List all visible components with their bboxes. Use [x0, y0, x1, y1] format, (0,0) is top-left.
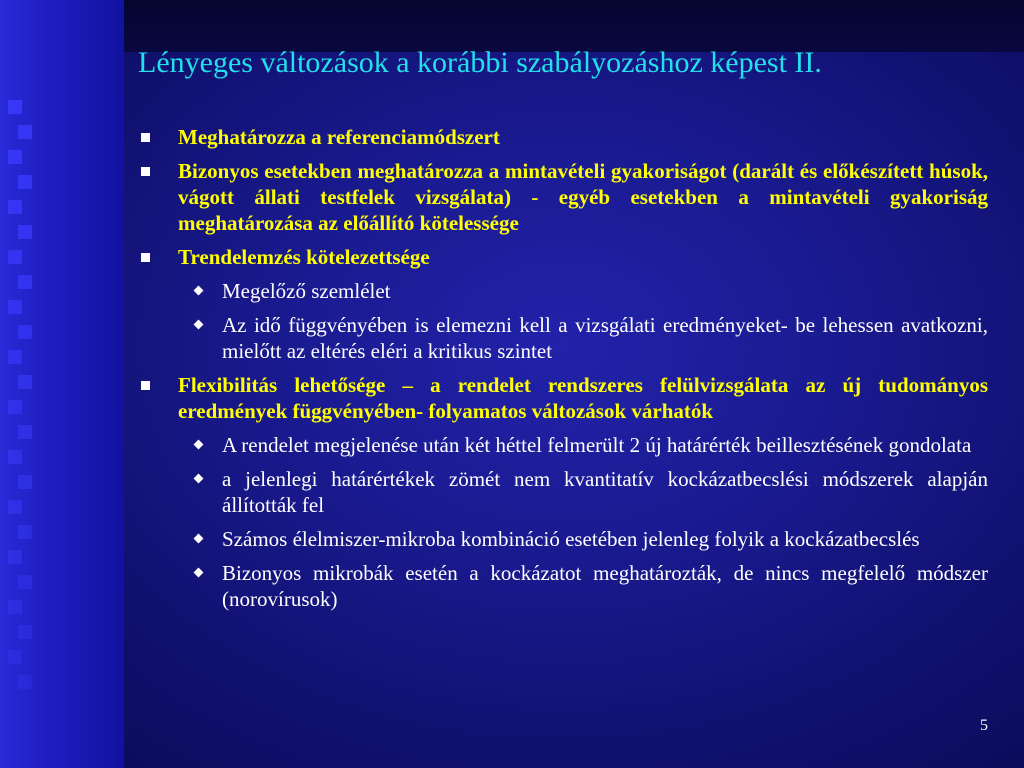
sub-bullet-item [140, 432, 988, 458]
decorative-square [8, 450, 22, 464]
diamond-bullet-icon [194, 568, 204, 578]
decorative-square [8, 650, 22, 664]
sub-bullet-text: a jelenlegi határértékek zömét nem kvantitatív kockázatbecslési módszerek alapján állították fel [222, 467, 988, 517]
sub-bullet-item [140, 560, 988, 612]
decorative-square [8, 250, 22, 264]
square-bullet-icon [141, 167, 150, 176]
decorative-square [18, 625, 32, 639]
decorative-square [8, 300, 22, 314]
decorative-square [8, 200, 22, 214]
bullet-text: Meghatározza a referenciamódszert [178, 125, 500, 149]
sub-bullet-item [140, 312, 988, 364]
bullet-text: Trendelemzés kötelezettsége [178, 245, 430, 269]
diamond-bullet-icon [194, 286, 204, 296]
decorative-square [8, 350, 22, 364]
sub-bullet-text: Számos élelmiszer-mikroba kombináció esetében jelenleg folyik a kockázatbecslés [222, 527, 920, 551]
diamond-bullet-icon [194, 474, 204, 484]
bullet-list [140, 124, 988, 620]
decorative-top-bar [124, 0, 1024, 52]
decorative-square [18, 125, 32, 139]
sub-bullet-text: Megelőző szemlélet [222, 279, 391, 303]
decorative-square [8, 100, 22, 114]
sub-bullet-item [140, 526, 988, 552]
bullet-text: Bizonyos esetekben meghatározza a mintavételi gyakoriságot (darált és előkészített húsok, vágott állati testfelek vizsgálata) - egyéb esetekben a mintavételi gyakoriság meghatározása az előállító kötelessége [178, 159, 988, 235]
square-bullet-icon [141, 381, 150, 390]
square-bullet-icon [141, 133, 150, 142]
sub-bullet-text: Az idő függvényében is elemezni kell a vizsgálati eredményeket- be lehessen avatkozni, mielőtt az eltérés eléri a kritikus szintet [222, 313, 988, 363]
decorative-square [18, 575, 32, 589]
diamond-bullet-icon [194, 534, 204, 544]
decorative-square [18, 175, 32, 189]
slide-title: Lényeges változások a korábbi szabályozáshoz képest II. [138, 46, 822, 79]
decorative-square [8, 600, 22, 614]
sub-bullet-text: A rendelet megjelenése után két héttel felmerült 2 új határérték beillesztésének gondolata [222, 433, 972, 457]
page-number: 5 [980, 717, 988, 734]
bullet-item [140, 124, 988, 150]
decorative-square [18, 675, 32, 689]
decorative-square [18, 375, 32, 389]
decorative-square [18, 525, 32, 539]
bullet-text: Flexibilitás lehetősége – a rendelet rendszeres felülvizsgálata az új tudományos eredmények függvényében- folyamatos változások várhatók [178, 373, 988, 423]
decorative-square [18, 225, 32, 239]
square-bullet-icon [141, 253, 150, 262]
sub-bullet-item [140, 466, 988, 518]
bullet-item [140, 372, 988, 424]
bullet-item [140, 158, 988, 236]
decorative-square [8, 500, 22, 514]
decorative-squares [0, 100, 40, 700]
decorative-square [18, 475, 32, 489]
sub-bullet-item [140, 278, 988, 304]
diamond-bullet-icon [194, 320, 204, 330]
decorative-square [8, 400, 22, 414]
sub-bullet-text: Bizonyos mikrobák esetén a kockázatot meghatározták, de nincs megfelelő módszer (norovírusok) [222, 561, 988, 611]
decorative-square [18, 425, 32, 439]
decorative-square [18, 275, 32, 289]
diamond-bullet-icon [194, 440, 204, 450]
decorative-square [8, 550, 22, 564]
bullet-item [140, 244, 988, 270]
decorative-square [8, 150, 22, 164]
decorative-square [18, 325, 32, 339]
